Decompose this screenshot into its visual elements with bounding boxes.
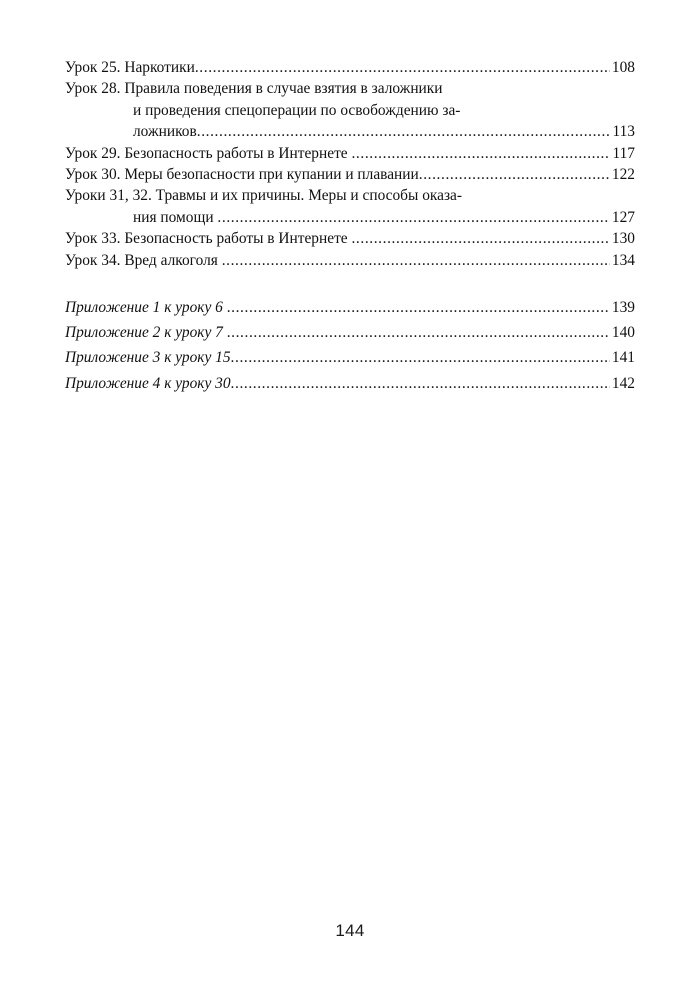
toc-entry-line <box>65 207 635 228</box>
toc-entry <box>65 164 635 185</box>
toc-entry-line <box>65 185 635 206</box>
dot-leader <box>419 167 610 182</box>
toc-page-number: 141 <box>611 349 635 367</box>
toc-appendix-entry <box>65 345 635 370</box>
toc-page-number: 140 <box>611 324 635 342</box>
toc-page-number: 142 <box>611 374 635 392</box>
toc-entry-line <box>65 164 635 185</box>
toc-appendix-line <box>65 320 635 345</box>
toc-entry-title: Урок 34. Вред алкоголя <box>65 251 222 269</box>
toc-entry <box>65 250 635 271</box>
toc-entry <box>65 78 635 142</box>
toc-page-number: 108 <box>611 59 635 76</box>
toc-entry-title: Урок 25. Наркотики <box>65 59 195 76</box>
toc-entry-line <box>65 100 635 121</box>
toc-appendix-entry <box>65 371 635 396</box>
toc-entry-title: ния помощи <box>133 208 218 226</box>
toc-entry <box>65 143 635 164</box>
dot-leader <box>217 210 609 225</box>
dot-leader <box>197 124 611 139</box>
toc-entry-title: Приложение 4 к уроку 30 <box>65 374 231 392</box>
toc-entry-line <box>65 121 635 142</box>
dot-leader <box>351 146 610 161</box>
toc-entry-title: Приложение 1 к уроку 6 <box>65 299 227 317</box>
toc-entry <box>65 57 635 78</box>
toc-entry-title: Урок 28. Правила поведения в случае взятия в заложники <box>65 80 443 98</box>
dot-leader <box>227 325 610 340</box>
toc-entry-title: Урок 33. Безопасность работы в Интернете <box>65 230 352 248</box>
toc-entry-title: Уроки 31, 32. Травмы и их причины. Меры и способы оказа- <box>65 187 462 205</box>
toc-page-number: 139 <box>611 299 635 317</box>
toc-entry-line <box>65 143 635 164</box>
dot-leader <box>231 376 610 391</box>
toc-entry-title: Приложение 3 к уроку 15 <box>65 349 231 367</box>
toc-entry-title: Приложение 2 к уроку 7 <box>65 324 227 342</box>
toc-entry-line <box>65 228 635 249</box>
toc-entry <box>65 185 635 228</box>
toc-page-number: 127 <box>611 208 635 226</box>
toc-appendix-entry <box>65 295 635 320</box>
dot-leader <box>222 253 610 268</box>
toc-entry-line <box>65 57 635 78</box>
toc-appendix-line <box>65 345 635 370</box>
toc-appendix-line <box>65 371 635 396</box>
toc-appendix-line <box>65 295 635 320</box>
dot-leader <box>227 300 610 315</box>
toc-appendices-section <box>65 295 635 396</box>
toc-page-number: 134 <box>611 251 635 269</box>
toc-lessons-section <box>65 57 635 271</box>
toc-entry-line <box>65 250 635 271</box>
toc-appendix-entry <box>65 320 635 345</box>
toc-page-number: 130 <box>611 230 635 248</box>
toc-entry-title: и проведения спецоперации по освобождению за- <box>133 101 461 119</box>
toc-entry-title: Урок 29. Безопасность работы в Интернете <box>65 144 352 162</box>
dot-leader <box>231 350 610 365</box>
toc-page-number: 113 <box>612 123 635 141</box>
dot-leader <box>195 60 610 75</box>
table-of-contents <box>65 57 635 396</box>
toc-page-number: 117 <box>612 144 635 162</box>
toc-entry-title: ложников <box>133 123 197 141</box>
toc-entry-title: Урок 30. Меры безопасности при купании и плавании <box>65 166 419 184</box>
toc-entry <box>65 228 635 249</box>
dot-leader <box>351 231 609 246</box>
page-folio-number: 144 <box>335 921 365 940</box>
toc-page-number: 122 <box>611 166 635 184</box>
toc-entry-line <box>65 78 635 99</box>
